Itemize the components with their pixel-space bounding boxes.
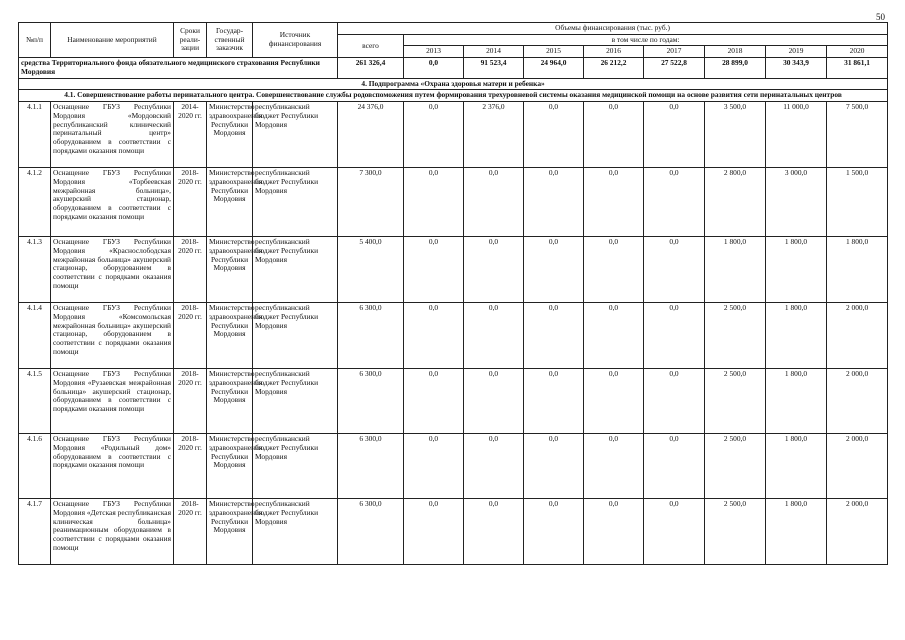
row-value: 2 000,0	[827, 499, 888, 565]
row-value: 0,0	[644, 168, 705, 237]
row-num: 4.1.4	[19, 303, 51, 369]
row-num: 4.1.5	[19, 369, 51, 434]
row-value: 0,0	[464, 168, 524, 237]
row-value: 1 800,0	[827, 237, 888, 303]
row-value: 0,0	[644, 434, 705, 499]
header-num: №п/п	[19, 23, 51, 58]
row-value: 0,0	[524, 369, 584, 434]
row-name: Оснащение ГБУЗ Республики Мордовия «Детская республиканская клиническая больница» реанимационным оборудованием в соответствии с порядками оказания помощи	[51, 499, 174, 565]
row-value: 6 300,0	[338, 434, 404, 499]
fund-2016: 26 212,2	[584, 58, 644, 78]
row-value: 0,0	[464, 237, 524, 303]
fund-2014: 91 523,4	[464, 58, 524, 78]
header-year: 2014	[464, 46, 524, 58]
row-value: 0,0	[584, 237, 644, 303]
row-value: 0,0	[464, 303, 524, 369]
row-value: 0,0	[584, 168, 644, 237]
row-value: 0,0	[404, 369, 464, 434]
row-value: 0,0	[404, 168, 464, 237]
page-number: 50	[876, 12, 885, 22]
fund-2013: 0,0	[404, 58, 464, 78]
row-value: 5 400,0	[338, 237, 404, 303]
header-year: 2017	[644, 46, 705, 58]
funding-table	[18, 22, 888, 565]
row-source: республиканский бюджет Республики Мордовия	[253, 499, 338, 565]
row-value: 3 500,0	[705, 102, 766, 168]
row-source: республиканский бюджет Республики Мордовия	[253, 434, 338, 499]
row-value: 0,0	[584, 102, 644, 168]
row-value: 3 000,0	[766, 168, 827, 237]
fund-row	[19, 58, 888, 78]
header-year: 2019	[766, 46, 827, 58]
row-value: 1 800,0	[705, 237, 766, 303]
row-value: 0,0	[524, 102, 584, 168]
header-year: 2016	[584, 46, 644, 58]
row-value: 2 500,0	[705, 434, 766, 499]
row-value: 2 000,0	[827, 303, 888, 369]
row-num: 4.1.2	[19, 168, 51, 237]
header-funding-title: Объемы финансирования (тыс. руб.)	[338, 23, 888, 35]
row-customer: Министерство здравоохранения Республики Мордовия	[207, 434, 253, 499]
header-year: 2015	[524, 46, 584, 58]
row-name: Оснащение ГБУЗ Республики Мордовия «Мордовский республиканский клинический перинатальный центр» оборудованием в соответствии с порядками оказания помощи	[51, 102, 174, 168]
row-term: 2018-2020 гг.	[174, 237, 207, 303]
table-row	[19, 102, 888, 168]
row-num: 4.1.6	[19, 434, 51, 499]
header-total: всего	[338, 34, 404, 57]
row-value: 11 000,0	[766, 102, 827, 168]
row-value: 6 300,0	[338, 369, 404, 434]
fund-total: 261 326,4	[338, 58, 404, 78]
header-year: 2018	[705, 46, 766, 58]
row-customer: Министерство здравоохранения Республики Мордовия	[207, 237, 253, 303]
header-term: Сроки реали-зации	[174, 23, 207, 58]
row-value: 0,0	[524, 499, 584, 565]
section-title: 4.1. Совершенствование работы перинатального центра. Совершенствование службы родовспоможения путем формирования трехуровневой системы оказания медицинской помощи на основе развития сети перинатальных центров	[19, 90, 888, 102]
row-value: 0,0	[584, 303, 644, 369]
row-source: республиканский бюджет Республики Мордовия	[253, 303, 338, 369]
row-value: 2 500,0	[705, 499, 766, 565]
row-value: 2 000,0	[827, 434, 888, 499]
header-row	[19, 23, 888, 35]
row-num: 4.1.7	[19, 499, 51, 565]
row-source: республиканский бюджет Республики Мордовия	[253, 168, 338, 237]
header-year: 2020	[827, 46, 888, 58]
row-customer: Министерство здравоохранения Республики Мордовия	[207, 102, 253, 168]
row-customer: Министерство здравоохранения Республики Мордовия	[207, 303, 253, 369]
fund-2015: 24 964,0	[524, 58, 584, 78]
row-value: 0,0	[464, 499, 524, 565]
table-row	[19, 434, 888, 499]
row-value: 1 800,0	[766, 369, 827, 434]
row-term: 2018-2020 гг.	[174, 434, 207, 499]
row-value: 0,0	[644, 499, 705, 565]
header-by-years: в том числе по годам:	[404, 34, 888, 46]
row-value: 0,0	[404, 434, 464, 499]
row-num: 4.1.1	[19, 102, 51, 168]
fund-row-label: средства Территориального фонда обязательного медицинского страхования Республики Мордовия	[19, 58, 338, 78]
row-value: 0,0	[404, 237, 464, 303]
fund-2017: 27 522,8	[644, 58, 705, 78]
row-value: 0,0	[524, 434, 584, 499]
row-value: 1 800,0	[766, 434, 827, 499]
row-value: 0,0	[524, 237, 584, 303]
row-value: 2 000,0	[827, 369, 888, 434]
row-value: 1 800,0	[766, 237, 827, 303]
row-value: 0,0	[404, 102, 464, 168]
subprogram-title: 4. Подпрограмма «Охрана здоровья матери и ребенка»	[19, 78, 888, 90]
row-customer: Министерство здравоохранения Республики Мордовия	[207, 369, 253, 434]
row-value: 0,0	[404, 499, 464, 565]
row-value: 2 800,0	[705, 168, 766, 237]
row-name: Оснащение ГБУЗ Республики Мордовия «Комсомольская межрайонная больница» акушерский стационар, оборудованием в соответствии с порядками оказания помощи	[51, 303, 174, 369]
row-value: 2 376,0	[464, 102, 524, 168]
row-value: 0,0	[644, 102, 705, 168]
header-customer: Государ-ственный заказчик	[207, 23, 253, 58]
table-row	[19, 369, 888, 434]
row-value: 0,0	[524, 168, 584, 237]
row-value: 0,0	[464, 434, 524, 499]
row-value: 7 300,0	[338, 168, 404, 237]
row-value: 1 500,0	[827, 168, 888, 237]
table-row	[19, 499, 888, 565]
section-row	[19, 90, 888, 102]
row-term: 2018-2020 гг.	[174, 303, 207, 369]
table-row	[19, 237, 888, 303]
row-value: 6 300,0	[338, 499, 404, 565]
row-value: 1 800,0	[766, 499, 827, 565]
row-name: Оснащение ГБУЗ Республики Мордовия «Рузаевская межрайонная больница» акушерский стационар, оборудованием в соответствии с порядками оказания помощи	[51, 369, 174, 434]
row-source: республиканский бюджет Республики Мордовия	[253, 237, 338, 303]
row-term: 2018-2020 гг.	[174, 499, 207, 565]
header-year: 2013	[404, 46, 464, 58]
row-value: 2 500,0	[705, 303, 766, 369]
row-value: 2 500,0	[705, 369, 766, 434]
row-source: республиканский бюджет Республики Мордовия	[253, 102, 338, 168]
row-value: 7 500,0	[827, 102, 888, 168]
row-value: 0,0	[584, 369, 644, 434]
row-name: Оснащение ГБУЗ Республики Мордовия «Родильный дом» оборудованием в соответствии с порядками оказания помощи	[51, 434, 174, 499]
row-value: 0,0	[644, 369, 705, 434]
fund-2018: 28 899,0	[705, 58, 766, 78]
header-source: Источник финансирования	[253, 23, 338, 58]
row-value: 0,0	[584, 499, 644, 565]
row-term: 2018-2020 гг.	[174, 369, 207, 434]
header-name: Наименование мероприятий	[51, 23, 174, 58]
row-value: 0,0	[584, 434, 644, 499]
subprogram-row	[19, 78, 888, 90]
row-name: Оснащение ГБУЗ Республики Мордовия «Торбеевская межрайонная больница», акушерский стационар, оборудованием в соответствии с порядками оказания помощи	[51, 168, 174, 237]
row-name: Оснащение ГБУЗ Республики Мордовия «Краснослободская межрайонная больница» акушерский стационар, оборудованием в соответствии с порядками оказания помощи	[51, 237, 174, 303]
table-row	[19, 168, 888, 237]
row-value: 0,0	[524, 303, 584, 369]
row-value: 24 376,0	[338, 102, 404, 168]
row-source: республиканский бюджет Республики Мордовия	[253, 369, 338, 434]
row-value: 6 300,0	[338, 303, 404, 369]
row-term: 2018-2020 гг.	[174, 168, 207, 237]
row-num: 4.1.3	[19, 237, 51, 303]
fund-2020: 31 861,1	[827, 58, 888, 78]
table-row	[19, 303, 888, 369]
row-value: 0,0	[404, 303, 464, 369]
row-customer: Министерство здравоохранения Республики Мордовия	[207, 499, 253, 565]
row-value: 0,0	[464, 369, 524, 434]
row-value: 1 800,0	[766, 303, 827, 369]
row-value: 0,0	[644, 303, 705, 369]
row-term: 2014-2020 гг.	[174, 102, 207, 168]
row-value: 0,0	[644, 237, 705, 303]
fund-2019: 30 343,9	[766, 58, 827, 78]
row-customer: Министерство здравоохранения Республики Мордовия	[207, 168, 253, 237]
